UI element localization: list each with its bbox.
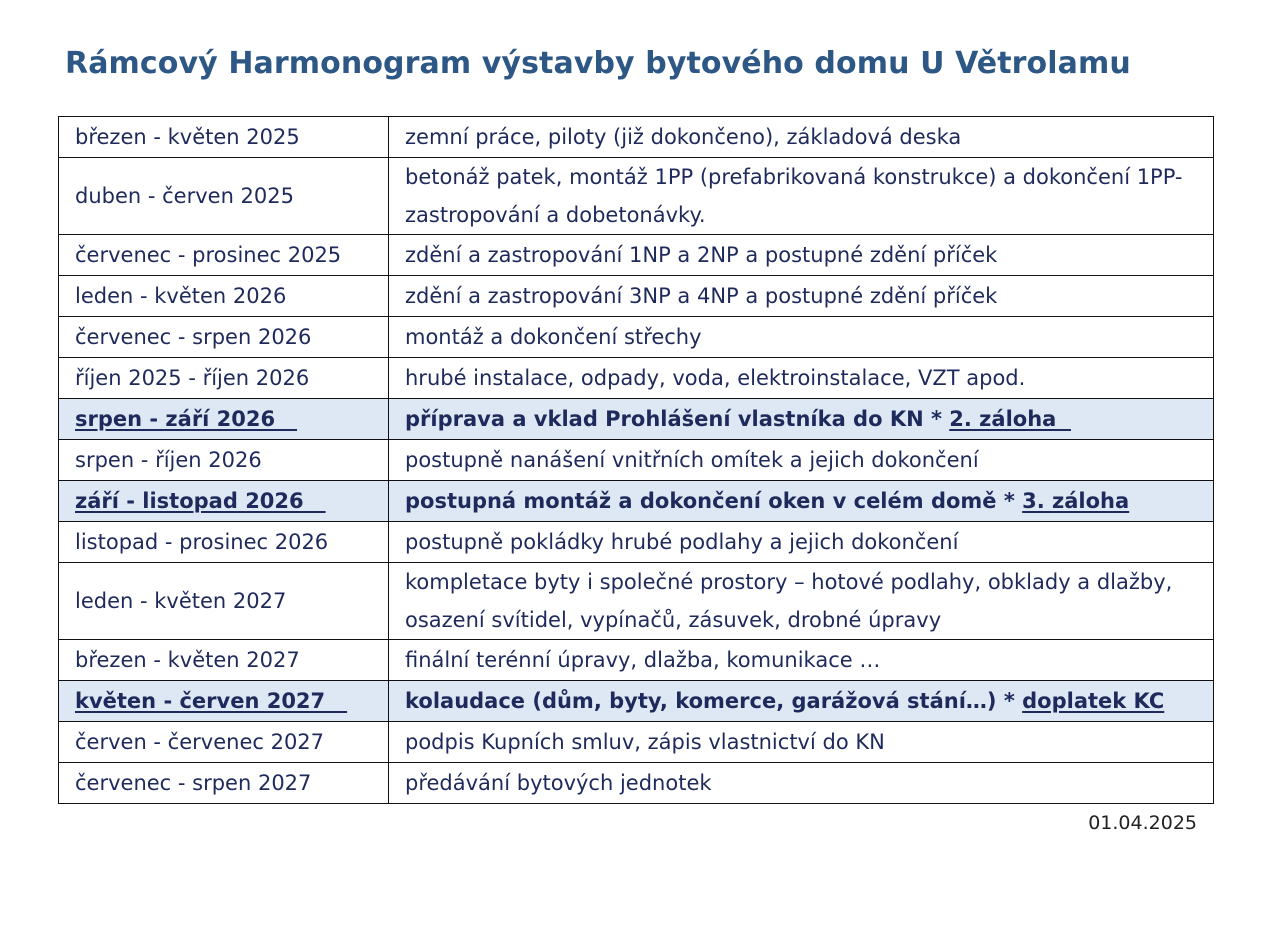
table-row — [59, 358, 1214, 399]
activity-cell: podpis Kupních smluv, zápis vlastnictví do KN — [389, 722, 1214, 763]
milestone-row — [59, 399, 1214, 440]
table-row — [59, 317, 1214, 358]
period-cell — [59, 399, 389, 440]
milestone-row — [59, 681, 1214, 722]
period-cell: červenec - srpen 2027 — [59, 763, 389, 804]
activity-cell: hrubé instalace, odpady, voda, elektroinstalace, VZT apod. — [389, 358, 1214, 399]
period-cell: duben - červen 2025 — [59, 158, 389, 235]
activity-cell: postupně pokládky hrubé podlahy a jejich dokončení — [389, 522, 1214, 563]
activity-label: příprava a vklad Prohlášení vlastníka do KN * — [405, 407, 950, 431]
table-row — [59, 440, 1214, 481]
period-cell: říjen 2025 - říjen 2026 — [59, 358, 389, 399]
period-cell: listopad - prosinec 2026 — [59, 522, 389, 563]
milestone-row — [59, 481, 1214, 522]
activity-cell: zemní práce, piloty (již dokončeno), základová deska — [389, 117, 1214, 158]
table-row — [59, 722, 1214, 763]
period-label: srpen - září 2026 — [75, 407, 298, 431]
period-label: září - listopad 2026 — [75, 489, 326, 513]
activity-cell: betonáž patek, montáž 1PP (prefabrikovaná konstrukce) a dokončení 1PP-zastropování a dobetonávky. — [389, 158, 1214, 235]
activity-cell: montáž a dokončení střechy — [389, 317, 1214, 358]
period-cell — [59, 681, 389, 722]
period-cell: leden - květen 2027 — [59, 563, 389, 640]
table-row — [59, 117, 1214, 158]
schedule-table — [58, 116, 1214, 804]
table-row — [59, 522, 1214, 563]
activity-label: kolaudace (dům, byty, komerce, garážová stání…) * — [405, 689, 1023, 713]
payment-label: doplatek KC — [1022, 689, 1165, 713]
period-cell — [59, 481, 389, 522]
table-row — [59, 640, 1214, 681]
period-cell: srpen - říjen 2026 — [59, 440, 389, 481]
period-cell: červenec - srpen 2026 — [59, 317, 389, 358]
period-cell: březen - květen 2027 — [59, 640, 389, 681]
period-cell: červenec - prosinec 2025 — [59, 235, 389, 276]
table-row — [59, 276, 1214, 317]
activity-cell: zdění a zastropování 1NP a 2NP a postupné zdění příček — [389, 235, 1214, 276]
table-row — [59, 763, 1214, 804]
activity-cell — [389, 681, 1214, 722]
activity-cell: finální terénní úpravy, dlažba, komunikace … — [389, 640, 1214, 681]
table-row — [59, 158, 1214, 235]
activity-cell: postupně nanášení vnitřních omítek a jejich dokončení — [389, 440, 1214, 481]
activity-cell: kompletace byty i společné prostory – hotové podlahy, obklady a dlažby, osazení svítidel, vypínačů, zásuvek, drobné úpravy — [389, 563, 1214, 640]
period-label: květen - červen 2027 — [75, 689, 348, 713]
payment-label: 3. záloha — [1022, 489, 1130, 513]
activity-cell: předávání bytových jednotek — [389, 763, 1214, 804]
document-date: 01.04.2025 — [1088, 812, 1197, 834]
table-row — [59, 563, 1214, 640]
activity-cell: zdění a zastropování 3NP a 4NP a postupné zdění příček — [389, 276, 1214, 317]
page-title: Rámcový Harmonogram výstavby bytového domu U Větrolamu — [65, 46, 1131, 81]
table-row — [59, 235, 1214, 276]
activity-cell — [389, 399, 1214, 440]
payment-label: 2. záloha — [949, 407, 1071, 431]
activity-label: postupná montáž a dokončení oken v celém domě * — [405, 489, 1023, 513]
activity-cell — [389, 481, 1214, 522]
period-cell: leden - květen 2026 — [59, 276, 389, 317]
period-cell: červen - červenec 2027 — [59, 722, 389, 763]
period-cell: březen - květen 2025 — [59, 117, 389, 158]
